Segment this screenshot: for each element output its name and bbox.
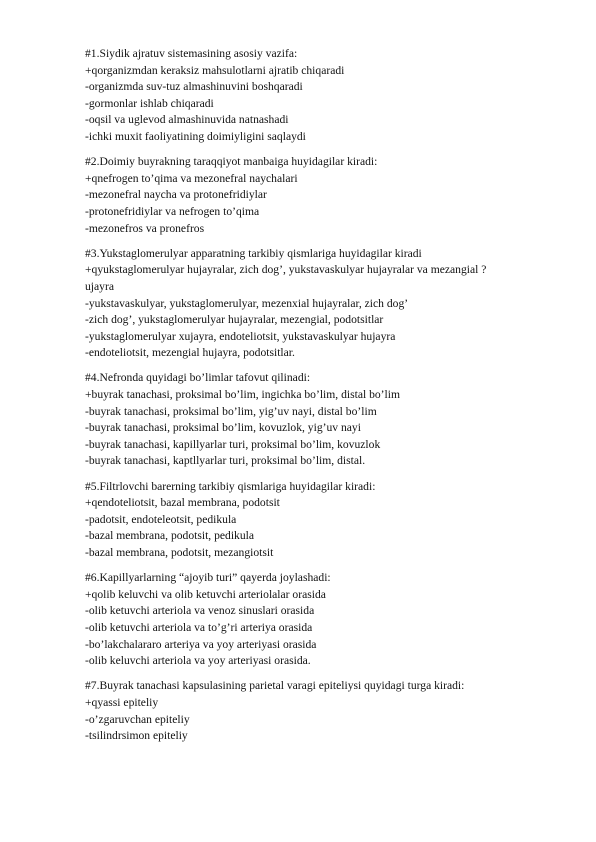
answer-option: -mezonefros va pronefros [85, 221, 205, 235]
question-block [85, 46, 585, 146]
answer-option: -endoteliotsit, mezengial hujayra, podotsitlar. [85, 346, 295, 360]
answer-option: -yukstavaskulyar, yukstaglomerulyar, mezenxial hujayralar, zich dog’ [85, 296, 409, 310]
question-title: #6.Kapillyarlarning “ajoyib turi” qayerda joylashadi: [85, 571, 331, 585]
answer-option: -zich dog’, yukstaglomerulyar hujayralar, mezengial, podotsitlar [85, 313, 384, 327]
answer-option: +qyukstaglomerulyar hujayralar, zich dog’, yukstavaskulyar hujayralar va mezangial ?ujayra [85, 263, 487, 293]
question-block [85, 154, 585, 237]
answer-option: -bazal membrana, podotsit, pedikula [85, 529, 255, 543]
question-title: #3.Yukstaglomerulyar apparatning tarkibiy qismlariga huyidagilar kiradi [85, 246, 422, 260]
question-block [85, 570, 585, 670]
answer-option: +qnefrogen to’qima va mezonefral naychalari [85, 171, 298, 185]
question-title: #4.Nefronda quyidagi bo’limlar tafovut qilinadi: [85, 371, 311, 385]
answer-option: -protonefridiylar va nefrogen to’qima [85, 204, 260, 218]
answer-option: -buyrak tanachasi, proksimal bo’lim, kovuzlok, yig’uv nayi [85, 421, 361, 435]
answer-option: -o’zgaruvchan epiteliy [85, 712, 190, 726]
answer-option: -bazal membrana, podotsit, mezangiotsit [85, 546, 274, 559]
answer-option: +qorganizmdan keraksiz mahsulotlarni ajratib chiqaradi [85, 63, 345, 77]
question-block [85, 370, 585, 470]
answer-option: -buyrak tanachasi, proksimal bo’lim, yig’uv nayi, distal bo’lim [85, 404, 377, 418]
answer-option: -buyrak tanachasi, kaptllyarlar turi, proksimal bo’lim, distal. [85, 454, 366, 468]
question-title: #2.Doimiy buyrakning taraqqiyot manbaiga huyidagilar kiradi: [85, 155, 378, 169]
answer-option: -ichki muxit faoliyatining doimiyligini saqlaydi [85, 129, 306, 143]
question-block [85, 479, 585, 562]
document-page [85, 46, 585, 753]
answer-option: -olib ketuvchi arteriola va to’g’ri arteriya orasida [85, 620, 313, 634]
question-title: #7.Buyrak tanachasi kapsulasining parietal varagi epiteliysi quyidagi turga kiradi: [85, 679, 465, 693]
answer-option: -organizmda suv-tuz almashinuvini boshqaradi [85, 80, 303, 94]
answer-option: -olib ketuvchi arteriola va venoz sinuslari orasida [85, 604, 315, 618]
answer-option: -oqsil va uglevod almashinuvida natnashadi [85, 113, 289, 127]
answer-option: +qolib keluvchi va olib ketuvchi arteriolalar orasida [85, 587, 326, 601]
answer-option: -bo’lakchalararo arteriya va yoy arteriyasi orasida [85, 637, 317, 651]
question-title: #5.Filtrlovchi barerning tarkibiy qismlariga huyidagilar kiradi: [85, 479, 376, 493]
question-block [85, 678, 585, 744]
answer-option: +qyassi epiteliy [85, 695, 159, 709]
answer-option: -mezonefral naycha va protonefridiylar [85, 188, 267, 202]
question-title: #1.Siydik ajratuv sistemasining asosiy vazifa: [85, 47, 298, 60]
answer-option: -tsilindrsimon epiteliy [85, 729, 188, 743]
question-block [85, 246, 585, 362]
answer-option: -yukstaglomerulyar xujayra, endoteliotsit, yukstavaskulyar hujayra [85, 329, 396, 343]
answer-option: -gormonlar ishlab chiqaradi [85, 96, 214, 110]
answer-option: -padotsit, endoteleotsit, pedikula [85, 512, 237, 526]
answer-option: +buyrak tanachasi, proksimal bo’lim, ingichka bo’lim, distal bo’lim [85, 388, 401, 402]
answer-option: -olib keluvchi arteriola va yoy arteriyasi orasida. [85, 654, 311, 668]
answer-option: +qendoteliotsit, bazal membrana, podotsit [85, 496, 280, 510]
answer-option: -buyrak tanachasi, kapillyarlar turi, proksimal bo’lim, kovuzlok [85, 437, 381, 451]
